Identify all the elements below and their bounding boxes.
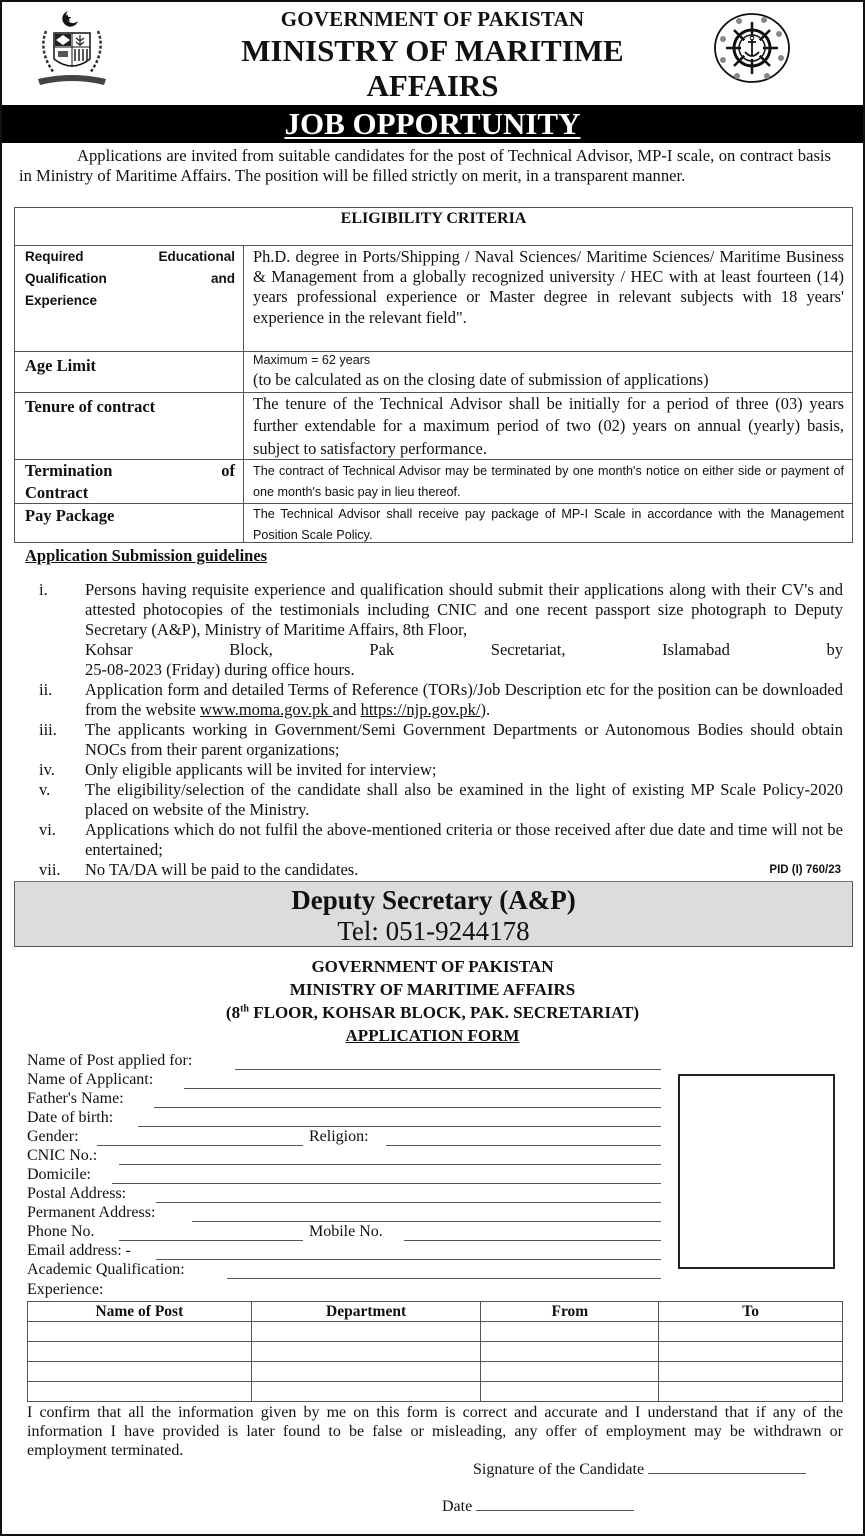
item-text bbox=[85, 680, 843, 720]
eligibility-row-termination bbox=[15, 460, 852, 504]
cell-department[interactable] bbox=[251, 1322, 481, 1342]
form-header-ministry: MINISTRY OF MARITIME AFFAIRS bbox=[289, 980, 576, 999]
text: ). bbox=[480, 700, 491, 719]
guideline-item bbox=[25, 780, 843, 820]
cell-from[interactable] bbox=[481, 1362, 659, 1382]
cell-department[interactable] bbox=[251, 1342, 481, 1362]
label-word: of bbox=[221, 461, 235, 480]
form-header-address bbox=[2, 1003, 863, 1023]
cell-to[interactable] bbox=[659, 1382, 843, 1402]
row-value bbox=[245, 352, 852, 392]
cell-to[interactable] bbox=[659, 1362, 843, 1382]
item-number: vii. bbox=[39, 860, 61, 879]
njp-website-link[interactable]: https://njp.gov.pk/ bbox=[360, 700, 481, 719]
guideline-item bbox=[25, 760, 843, 780]
academic-qualification-field[interactable] bbox=[227, 1278, 661, 1279]
text: Application form and detailed Terms of Reference (TORs)/Job Description etc for the position can be downloaded from the website bbox=[85, 680, 843, 719]
father-name-field[interactable] bbox=[154, 1107, 661, 1108]
row-value: The contract of Technical Advisor may be terminated by one month's notice on either side or payment of one month's basic pay in lieu thereof. bbox=[253, 464, 844, 499]
field-label-email: Email address: - bbox=[27, 1242, 131, 1259]
item-number: iv. bbox=[39, 760, 55, 779]
cell-from[interactable] bbox=[481, 1342, 659, 1362]
religion-field[interactable] bbox=[386, 1145, 661, 1146]
item-deadline: 25-08-2023 (Friday) during office hours. bbox=[85, 660, 355, 679]
row-value: Ph.D. degree in Ports/Shipping / Naval Sciences/ Maritime Sciences/ Maritime Business & Management from a globally recognized university / HEC with at least fourteen (14) years professional experience or Master degree in relevant subjects with 18 years' experience in the relevant field". bbox=[253, 247, 844, 327]
label-word: Experience bbox=[25, 293, 98, 308]
form-header-government: GOVERNMENT OF PAKISTAN bbox=[311, 957, 554, 976]
row-value: The tenure of the Technical Advisor shall be initially for a period of three (03) years further extendable for a maximum period of two (02) years on annual (yearly) basis, subject to satisfactory performance. bbox=[253, 394, 844, 458]
domicile-field[interactable] bbox=[112, 1183, 661, 1184]
cell-post[interactable] bbox=[28, 1362, 252, 1382]
header-government-title: GOVERNMENT OF PAKISTAN bbox=[280, 7, 585, 31]
guideline-item bbox=[25, 720, 843, 760]
item-text: The eligibility/selection of the candidate shall also be examined in the light of existing MP Scale Policy-2020 placed on website of the Ministry. bbox=[85, 780, 843, 819]
cell-from[interactable] bbox=[481, 1322, 659, 1342]
cell-department[interactable] bbox=[251, 1362, 481, 1382]
word: by bbox=[826, 640, 843, 659]
ministry-logo-icon bbox=[712, 12, 792, 84]
job-opportunity-banner bbox=[2, 105, 863, 143]
row-label bbox=[15, 460, 244, 503]
field-label-postal: Postal Address: bbox=[27, 1185, 127, 1202]
experience-table bbox=[27, 1301, 843, 1402]
field-label-domicile: Domicile: bbox=[27, 1166, 91, 1183]
date-line bbox=[442, 1498, 634, 1516]
date-field[interactable] bbox=[476, 1510, 634, 1511]
label-word: Educational bbox=[158, 249, 235, 264]
cnic-field[interactable] bbox=[119, 1164, 661, 1165]
form-title bbox=[2, 1026, 863, 1046]
row-label: Age Limit bbox=[15, 352, 244, 392]
mobile-field[interactable] bbox=[404, 1240, 661, 1241]
row-label bbox=[15, 246, 244, 351]
field-label-post: Name of Post applied for: bbox=[27, 1052, 193, 1069]
item-text: No TA/DA will be paid to the candidates. bbox=[85, 860, 359, 879]
signature-label: Signature of the Candidate bbox=[473, 1461, 645, 1478]
field-label-applicant: Name of Applicant: bbox=[27, 1071, 154, 1088]
guideline-item bbox=[25, 680, 843, 720]
item-number: v. bbox=[39, 780, 51, 799]
post-applied-field[interactable] bbox=[235, 1069, 661, 1070]
item-number: vi. bbox=[39, 820, 56, 839]
photo-box bbox=[678, 1074, 835, 1269]
field-label-phone: Phone No. bbox=[27, 1223, 95, 1240]
date-of-birth-field[interactable] bbox=[138, 1126, 661, 1127]
guideline-item bbox=[25, 820, 843, 860]
cell-post[interactable] bbox=[28, 1382, 252, 1402]
header-ministry-title-cont: AFFAIRS bbox=[366, 68, 499, 103]
word: Block, bbox=[229, 640, 273, 659]
table-row bbox=[28, 1322, 843, 1342]
age-maximum: Maximum = 62 years bbox=[253, 353, 371, 367]
field-label-permanent: Permanent Address: bbox=[27, 1204, 156, 1221]
label-word: Qualification bbox=[25, 271, 107, 286]
label-word: Required bbox=[25, 249, 84, 264]
eligibility-row-pay-package bbox=[15, 504, 852, 543]
table-row bbox=[28, 1342, 843, 1362]
word: Pak bbox=[369, 640, 395, 659]
field-label-mobile: Mobile No. bbox=[309, 1223, 383, 1240]
permanent-address-field[interactable] bbox=[192, 1221, 661, 1222]
eligibility-criteria-table bbox=[14, 207, 853, 543]
signature-line bbox=[473, 1461, 806, 1479]
row-label: Pay Package bbox=[15, 504, 244, 543]
cell-post[interactable] bbox=[28, 1322, 252, 1342]
item-address-line bbox=[85, 640, 843, 660]
label-word: Contract bbox=[25, 483, 89, 502]
confirmation-statement: I confirm that all the information given by me on this form is correct and accurate and I understand that if any of the information I have provided is later found to be false or misleading, any offer of employment may be withdrawn or employment terminated. bbox=[27, 1404, 843, 1459]
banner-title: JOB OPPORTUNITY bbox=[284, 106, 581, 141]
phone-field[interactable] bbox=[119, 1240, 303, 1241]
eligibility-row-qualification bbox=[15, 246, 852, 352]
text: th bbox=[240, 1003, 249, 1015]
field-label-dob: Date of birth: bbox=[27, 1109, 114, 1126]
field-label-experience: Experience: bbox=[27, 1281, 104, 1298]
guideline-item bbox=[25, 860, 843, 880]
intro-text: Applications are invited from suitable candidates for the post of Technical Advisor, MP-I scale, on contract basis in Ministry of Maritime Affairs. The position will be filled strictly on merit, in a transparent manner. bbox=[19, 146, 831, 185]
gender-field[interactable] bbox=[97, 1145, 303, 1146]
text: and bbox=[332, 700, 361, 719]
cell-from[interactable] bbox=[481, 1382, 659, 1402]
contact-box bbox=[14, 881, 853, 947]
intro-paragraph bbox=[19, 146, 831, 186]
eligibility-row-tenure bbox=[15, 393, 852, 460]
contact-telephone: Tel: 051-9244178 bbox=[337, 916, 530, 946]
moma-website-link[interactable]: www.moma.gov.pk bbox=[200, 700, 333, 719]
guidelines-list bbox=[25, 580, 843, 880]
postal-address-field[interactable] bbox=[156, 1202, 661, 1203]
page-header bbox=[2, 2, 863, 105]
label-word: Termination bbox=[25, 461, 113, 480]
col-name-of-post: Name of Post bbox=[28, 1302, 252, 1322]
cell-post[interactable] bbox=[28, 1342, 252, 1362]
text: (8 bbox=[225, 1003, 241, 1022]
email-field[interactable] bbox=[156, 1259, 661, 1260]
field-label-academic: Academic Qualification: bbox=[27, 1261, 185, 1278]
field-label-religion: Religion: bbox=[309, 1128, 369, 1145]
word: Islamabad bbox=[662, 640, 730, 659]
col-from: From bbox=[481, 1302, 659, 1322]
table-row bbox=[28, 1362, 843, 1382]
item-text: Applications which do not fulfil the above-mentioned criteria or those received after due date and time will not be entertained; bbox=[85, 820, 843, 859]
field-label-gender: Gender: bbox=[27, 1128, 79, 1145]
col-department: Department bbox=[251, 1302, 481, 1322]
word: Kohsar bbox=[85, 640, 133, 659]
cell-department[interactable] bbox=[251, 1382, 481, 1402]
cell-to[interactable] bbox=[659, 1342, 843, 1362]
cell-to[interactable] bbox=[659, 1322, 843, 1342]
table-header-row bbox=[28, 1302, 843, 1322]
header-ministry-title: MINISTRY OF MARITIME bbox=[241, 33, 624, 68]
item-text: Persons having requisite experience and qualification should submit their applications along with their CV's and attested photocopies of the testimonials including CNIC and one recent passport size photograph to Deputy Secretary (A&P), Ministry of Maritime Affairs, 8th Floor, bbox=[85, 580, 843, 639]
item-text: The applicants working in Government/Semi Government Departments or Autonomous Bodies should obtain NOCs from their parent organizations; bbox=[85, 720, 843, 759]
eligibility-row-age-limit bbox=[15, 352, 852, 393]
label-word: and bbox=[210, 271, 235, 286]
word: Secretariat, bbox=[490, 640, 566, 659]
col-to: To bbox=[659, 1302, 843, 1322]
row-label: Tenure of contract bbox=[15, 393, 244, 459]
age-note: (to be calculated as on the closing date of submission of applications) bbox=[253, 370, 709, 389]
form-title-text: APPLICATION FORM bbox=[345, 1026, 520, 1045]
field-label-cnic: CNIC No.: bbox=[27, 1147, 98, 1164]
pid-number: PID (I) 760/23 bbox=[769, 864, 841, 876]
date-label: Date bbox=[442, 1498, 473, 1515]
field-label-father: Father's Name: bbox=[27, 1090, 124, 1107]
eligibility-title: ELIGIBILITY CRITERIA bbox=[15, 208, 852, 246]
item-number: ii. bbox=[39, 680, 53, 699]
item-number: iii. bbox=[39, 720, 57, 739]
signature-field[interactable] bbox=[648, 1473, 806, 1474]
item-number: i. bbox=[39, 580, 48, 599]
applicant-name-field[interactable] bbox=[184, 1088, 661, 1089]
contact-name: Deputy Secretary (A&P) bbox=[291, 885, 576, 915]
guideline-item bbox=[25, 580, 843, 680]
table-row bbox=[28, 1382, 843, 1402]
item-text: Only eligible applicants will be invited for interview; bbox=[85, 760, 437, 779]
text: FLOOR, KOHSAR BLOCK, PAK. SECRETARIAT) bbox=[248, 1003, 640, 1022]
row-value: The Technical Advisor shall receive pay package of MP-I Scale in accordance with the Management Position Scale Policy. bbox=[253, 507, 844, 542]
guidelines-title: Application Submission guidelines bbox=[25, 546, 268, 565]
